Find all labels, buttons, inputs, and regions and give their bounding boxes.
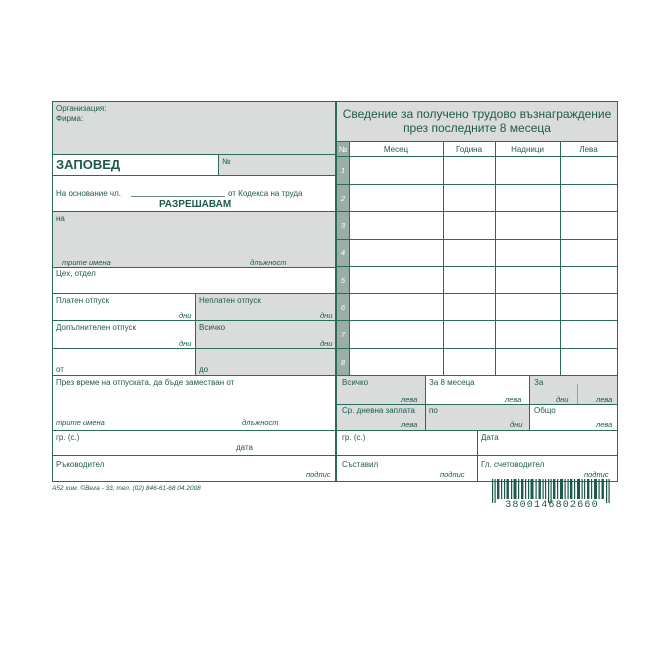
basis-suffix: от Кодекса на труда bbox=[228, 189, 303, 198]
salary-title-line1: Сведение за получено трудово възнаграждение bbox=[342, 107, 612, 121]
for-8-months-label: За 8 месеца bbox=[429, 378, 475, 387]
total-leave-label: Всичко bbox=[199, 323, 226, 332]
for-label: За bbox=[534, 378, 544, 387]
date-label: дата bbox=[236, 443, 253, 452]
to-date-label: до bbox=[199, 365, 209, 374]
col-header-month: Месец bbox=[383, 145, 409, 154]
total-label: Всичко bbox=[342, 378, 369, 387]
row-number-4: 4 bbox=[340, 248, 346, 257]
avg-daily-label: Ср. дневна заплата bbox=[342, 406, 415, 415]
col-header-leva: Лева bbox=[579, 145, 598, 154]
composed-signature-caption: подпис bbox=[440, 470, 465, 479]
col-header-year: Година bbox=[455, 145, 483, 154]
substitute-label: През време на отпуската, да бъде заместван от bbox=[56, 378, 235, 387]
basis-prefix: На основание чл. bbox=[56, 189, 121, 198]
for-8-months-leva: лева bbox=[505, 395, 522, 404]
unpaid-leave-days: дни bbox=[320, 311, 333, 320]
accountant-label: Гл. счетоводител bbox=[481, 460, 545, 469]
row-number-5: 5 bbox=[340, 276, 346, 285]
order-number-label: № bbox=[222, 157, 231, 166]
order-number-box bbox=[219, 155, 335, 175]
to-label: на bbox=[56, 214, 65, 223]
additional-leave-days: дни bbox=[179, 339, 192, 348]
sum-label: Общо bbox=[534, 406, 556, 415]
total-leva: лева bbox=[401, 395, 418, 404]
to-date-box bbox=[196, 349, 335, 375]
salary-city-label: гр. (с.) bbox=[342, 433, 366, 442]
three-names-caption: трите имена bbox=[62, 258, 111, 267]
paid-leave-label: Платен отпуск bbox=[56, 296, 110, 305]
firm-label: Фирма: bbox=[56, 114, 84, 123]
paid-leave-days: дни bbox=[179, 311, 192, 320]
city-label: гр. (с.) bbox=[56, 433, 80, 442]
avg-daily-leva: лева bbox=[401, 420, 418, 429]
col-header-number: № bbox=[338, 145, 348, 154]
barcode-digits: 3800146802660 bbox=[505, 500, 599, 511]
permit-heading: РАЗРЕШАВАМ bbox=[159, 199, 232, 210]
organization-label: Организация: bbox=[56, 104, 107, 113]
row-number-8: 8 bbox=[340, 358, 346, 367]
additional-leave-label: Допълнителен отпуск bbox=[56, 323, 137, 332]
for-days: дни bbox=[556, 395, 569, 404]
imprint-text: А52 хим. ©Вега - 33, тел. (02) 846-61-68 04.2008 bbox=[52, 485, 201, 492]
row-number-3: 3 bbox=[340, 221, 346, 230]
substitute-names-caption: трите имена bbox=[56, 418, 105, 427]
row-number-7: 7 bbox=[340, 330, 346, 339]
sum-leva: лева bbox=[596, 420, 613, 429]
substitute-position-caption: длъжност bbox=[242, 418, 279, 427]
accountant-signature-caption: подпис bbox=[584, 470, 609, 479]
col-header-wages: Надници bbox=[511, 145, 544, 154]
row-number-1: 1 bbox=[340, 166, 346, 175]
by-days: дни bbox=[510, 420, 523, 429]
unpaid-leave-label: Неплатен отпуск bbox=[199, 296, 261, 305]
manager-signature-caption: подпис bbox=[306, 470, 331, 479]
workshop-label: Цех, отдел bbox=[56, 269, 96, 278]
barcode bbox=[488, 479, 616, 513]
composed-label: Съставил bbox=[342, 460, 379, 469]
order-title: ЗАПОВЕД bbox=[56, 157, 121, 172]
salary-title-line2: през последните 8 месеца bbox=[403, 121, 551, 135]
from-date-label: от bbox=[56, 365, 64, 374]
row-number-column bbox=[337, 142, 349, 375]
for-leva: лева bbox=[596, 395, 613, 404]
position-caption: длъжност bbox=[250, 258, 287, 267]
row-number-2: 2 bbox=[340, 194, 346, 203]
salary-date-label: Дата bbox=[481, 433, 499, 442]
row-number-6: 6 bbox=[340, 303, 346, 312]
by-label: по bbox=[429, 406, 438, 415]
total-leave-days: дни bbox=[320, 339, 333, 348]
manager-label: Ръководител bbox=[56, 460, 105, 469]
